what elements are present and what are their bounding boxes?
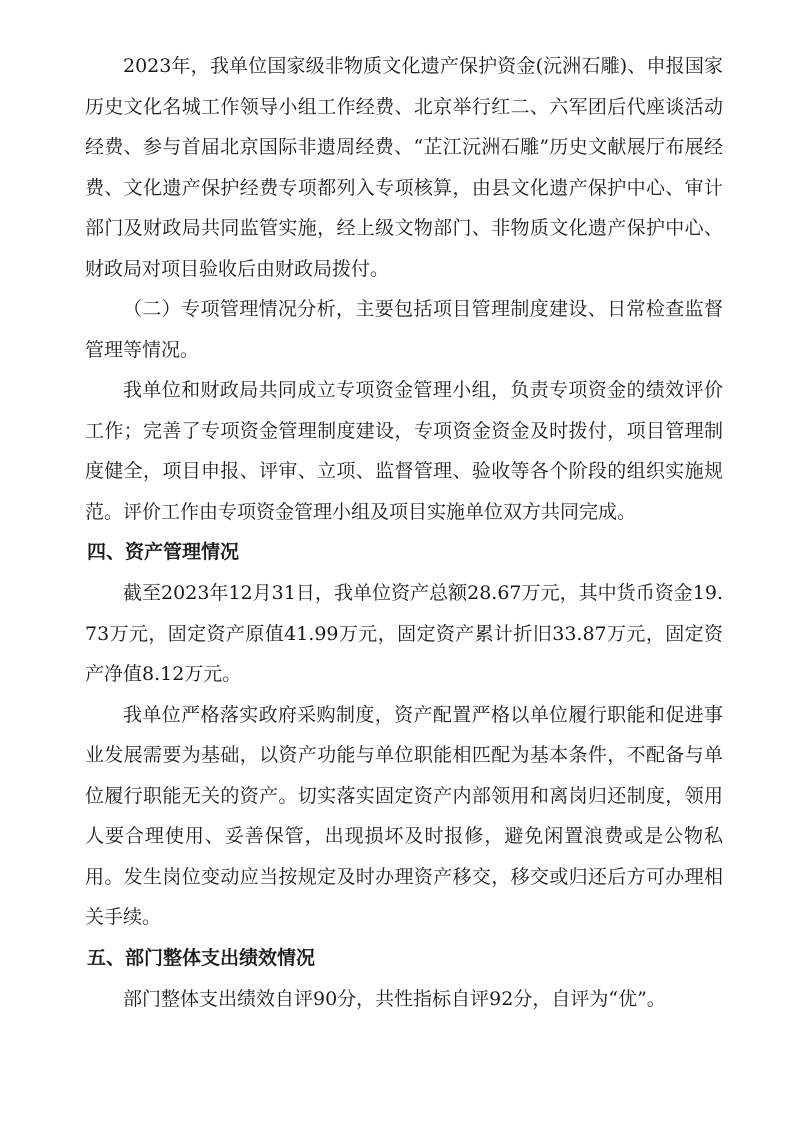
section-heading-asset-management: 四、资产管理情况 [87, 541, 240, 563]
section-heading-overall-performance: 五、部门整体支出绩效情况 [87, 946, 316, 969]
paragraph-asset-totals: 截至2023年12月31日，我单位资产总额28.67万元，其中货币资金19.73万元，固定资产原值41.99万元，固定资产累计折旧33.87万元，固定资产净值8.12万元。 [85, 582, 723, 685]
paragraph-special-funds-group: 我单位和财政局共同成立专项资金管理小组，负责专项资金的绩效评价工作；完善了专项资金管理制度建设，专项资金资金及时拨付，项目管理制度健全，项目申报、评审、立项、监督管理、验收等各个阶段的组织实施规范。评价工作由专项资金管理小组及项目实施单位双方共同完成。 [85, 379, 723, 523]
paragraph-special-management-analysis: （二）专项管理情况分析，主要包括项目管理制度建设、日常检查监督管理等情况。 [85, 298, 723, 361]
paragraph-asset-procurement-rules: 我单位严格落实政府采购制度，资产配置严格以单位履行职能和促进事业发展需要为基础，以资产功能与单位职能相匹配为基本条件，不配备与单位履行职能无关的资产。切实落实固定资产内部领用和离岗归还制度，领用人要合理使用、妥善保管，出现损坏及时报修，避免闲置浪费或是公物私用。发生岗位变动应当按规定及时办理资产移交，移交或归还后方可办理相关手续。 [85, 703, 723, 928]
paragraph-special-funds-accounting: 2023年，我单位国家级非物质文化遗产保护资金(沅洲石雕)、申报国家历史文化名城工作领导小组工作经费、北京举行红二、六军团后代座谈活动经费、参与首届北京国际非遗周经费、“芷江沅洲石雕”历史文献展厅布展经费、文化遗产保护经费专项都列入专项核算，由县文化遗产保护中心、审计部门及财政局共同监管实施，经上级文物部门、非物质文化遗产保护中心、财政局对项目验收后由财政局拨付。 [85, 55, 723, 280]
document-page [85, 46, 723, 1019]
paragraph-performance-score: 部门整体支出绩效自评90分，共性指标自评92分，自评为“优”。 [123, 987, 666, 1010]
